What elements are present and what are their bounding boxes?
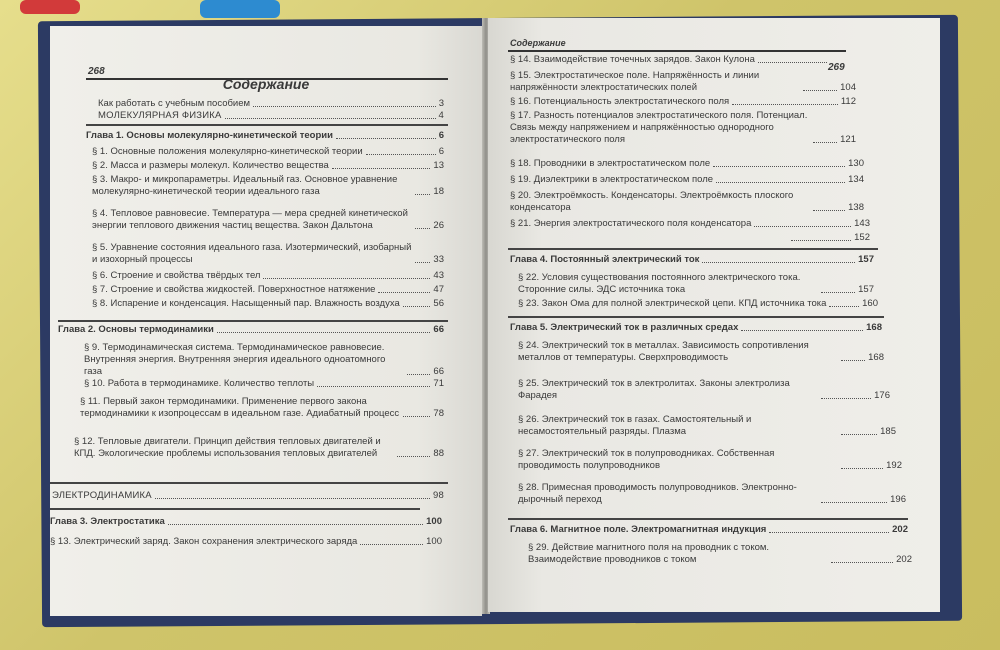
toc-entry: § 21. Энергия электростатического поля конденсатора 143 bbox=[510, 218, 870, 229]
toc-entry: МОЛЕКУЛЯРНАЯ ФИЗИКА 4 bbox=[98, 110, 444, 121]
toc-entry: § 2. Масса и размеры молекул. Количество вещества 13 bbox=[92, 160, 444, 171]
toc-entry: § 16. Потенциальность электростатического поля 112 bbox=[510, 96, 856, 107]
left-page bbox=[50, 26, 482, 616]
section-rule bbox=[50, 482, 448, 484]
toc-entry: § 18. Проводники в электростатическом поле 130 bbox=[510, 158, 864, 169]
toc-entry: § 3. Макро- и микропараметры. Идеальный газ. Основное уравнение молекулярно-кинетической теории идеального газа 18 bbox=[92, 174, 444, 197]
toc-entry: § 26. Электрический ток в газах. Самостоятельный и несамостоятельный разряды. Плазма 185 bbox=[518, 414, 896, 437]
toy-object bbox=[200, 0, 280, 18]
toc-entry: § 27. Электрический ток в полупроводниках. Собственная проводимость полупроводников 192 bbox=[518, 448, 902, 471]
toc-entry: § 17. Разность потенциалов электростатического поля. Потенциал. Связь между напряжением и напряжённостью однородного электростатического поля 121 bbox=[510, 110, 856, 145]
toc-entry: § 15. Электростатическое поле. Напряжённость и линии напряжённости электростатических полей 104 bbox=[510, 70, 856, 93]
toc-entry: § 5. Уравнение состояния идеального газа. Изотермический, изобарный и изохорный процессы 33 bbox=[92, 242, 444, 265]
section-rule bbox=[58, 320, 448, 322]
toc-entry: 152 bbox=[788, 232, 870, 244]
toc-entry: § 10. Работа в термодинамике. Количество теплоты 71 bbox=[84, 378, 444, 389]
toc-entry: § 6. Строение и свойства твёрдых тел 43 bbox=[92, 270, 444, 281]
toc-entry: § 14. Взаимодействие точечных зарядов. Закон Кулона bbox=[510, 54, 830, 66]
toc-chapter: Глава 2. Основы термодинамики 66 bbox=[58, 324, 444, 335]
page-title: Содержание bbox=[222, 76, 310, 92]
toc-entry: § 12. Тепловые двигатели. Принцип действия тепловых двигателей и КПД. Экологические проблемы использования тепловых двигателей 88 bbox=[74, 436, 444, 459]
section-rule bbox=[86, 124, 448, 126]
toc-entry: § 22. Условия существования постоянного электрического тока. Сторонние силы. ЭДС источника тока 157 bbox=[518, 272, 874, 295]
right-page bbox=[488, 18, 940, 612]
page-number: 269 bbox=[828, 62, 845, 73]
running-title: Содержание bbox=[510, 38, 566, 48]
section-rule bbox=[508, 248, 878, 250]
section-rule bbox=[50, 508, 420, 510]
toc-chapter: Глава 5. Электрический ток в различных средах 168 bbox=[510, 322, 882, 333]
toc-entry: § 28. Примесная проводимость полупроводников. Электронно-дырочный переход 196 bbox=[518, 482, 906, 505]
toc-entry: § 11. Первый закон термодинамики. Применение первого закона термодинамики к изопроцессам в идеальном газе. Адиабатный процесс 78 bbox=[80, 396, 444, 419]
toc-entry: § 23. Закон Ома для полной электрической цепи. КПД источника тока 160 bbox=[518, 298, 878, 309]
section-rule bbox=[508, 316, 884, 318]
toc-chapter: Глава 4. Постоянный электрический ток 157 bbox=[510, 254, 874, 265]
toc-chapter: Глава 3. Электростатика 100 bbox=[50, 516, 442, 527]
toc-entry: § 13. Электрический заряд. Закон сохранения электрического заряда 100 bbox=[50, 536, 442, 547]
header-rule bbox=[508, 50, 846, 52]
page-number: 268 bbox=[88, 66, 105, 77]
toc-entry: § 8. Испарение и конденсация. Насыщенный пар. Влажность воздуха 56 bbox=[92, 298, 444, 309]
section-rule bbox=[508, 518, 908, 520]
toy-object bbox=[20, 0, 80, 14]
toc-entry: § 25. Электрический ток в электролитах. Законы электролиза Фарадея 176 bbox=[518, 378, 890, 401]
toc-entry: § 29. Действие магнитного поля на проводник с током. Взаимодействие проводников с током 202 bbox=[528, 542, 912, 565]
toc-chapter: Глава 6. Магнитное поле. Электромагнитная индукция 202 bbox=[510, 524, 908, 535]
toc-entry: § 7. Строение и свойства жидкостей. Поверхностное натяжение 47 bbox=[92, 284, 444, 295]
toc-entry: § 20. Электроёмкость. Конденсаторы. Электроёмкость плоского конденсатора 138 bbox=[510, 190, 864, 213]
toc-entry: § 1. Основные положения молекулярно-кинетической теории 6 bbox=[92, 146, 444, 157]
toc-entry: § 9. Термодинамическая система. Термодинамическое равновесие. Внутренняя энергия. Внутренняя энергия идеального одноатомного газа 66 bbox=[84, 342, 444, 377]
toc-entry: § 4. Тепловое равновесие. Температура — мера средней кинетической энергии теплового движения частиц вещества. Закон Дальтона 26 bbox=[92, 208, 444, 231]
toc-chapter: Глава 1. Основы молекулярно-кинетической теории 6 bbox=[86, 130, 444, 141]
toc-entry: § 24. Электрический ток в металлах. Зависимость сопротивления металлов от температуры. Сверхпроводимость 168 bbox=[518, 340, 884, 363]
toc-entry: § 19. Диэлектрики в электростатическом поле 134 bbox=[510, 174, 864, 185]
toc-entry: Как работать с учебным пособием 3 bbox=[98, 98, 444, 109]
toc-entry: ЭЛЕКТРОДИНАМИКА 98 bbox=[52, 490, 444, 501]
